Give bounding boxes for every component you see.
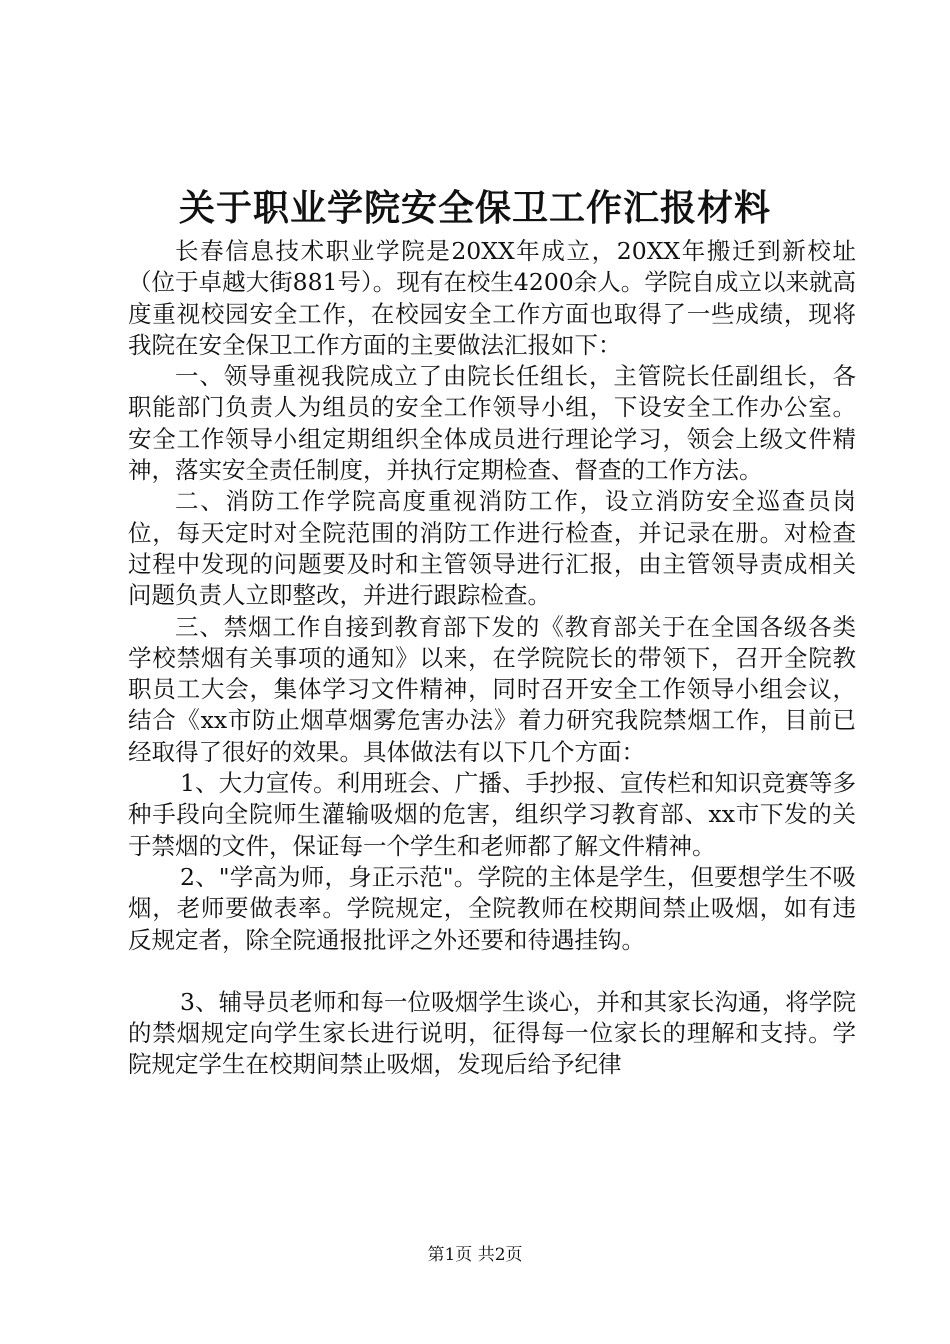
- page-footer: 第1页 共2页: [427, 1245, 523, 1265]
- section-fire-safety-paragraph: 二、消防工作学院高度重视消防工作，设立消防安全巡查员岗位，每天定时对全院范围的消防工作进行检查，并记录在册。对检查过程中发现的问题要及时和主管领导进行汇报，由主管领导责成相关问题负责人立即整改，并进行跟踪检查。: [128, 487, 856, 610]
- intro-paragraph: 长春信息技术职业学院是20XX年成立，20XX年搬迁到新校址（位于卓越大街881号）。现有在校生4200余人。学院自成立以来就高度重视校园安全工作，在校园安全工作方面也取得了一些成绩，现将我院在安全保卫工作方面的主要做法汇报如下：: [128, 237, 856, 359]
- document-title: 关于职业学院安全保卫工作汇报材料: [178, 187, 771, 229]
- section-smoking-ban-paragraph: 三、禁烟工作自接到教育部下发的《教育部关于在全国各级各类学校禁烟有关事项的通知》以来，在学院院长的带领下，召开全院教职员工大会，集体学习文件精神，同时召开安全工作领导小组会议，结合《xx市防止烟草烟雾危害办法》着力研究我院禁烟工作，目前已经取得了很好的效果。具体做法有以下几个方面：: [128, 612, 856, 766]
- list-item-teacher-example: 2、"学高为师，身正示范"。学院的主体是学生，但要想学生不吸烟，老师要做表率。学院规定，全院教师在校期间禁止吸烟，如有违反规定者，除全院通报批评之外还要和待遇挂钩。: [128, 862, 856, 954]
- document-body: [128, 236, 856, 1081]
- section-leadership-paragraph: 一、领导重视我院成立了由院长任组长，主管院长任副组长，各职能部门负责人为组员的安全工作领导小组，下设安全工作办公室。安全工作领导小组定期组织全体成员进行理论学习，领会上级文件精神，落实安全责任制度，并执行定期检查、督查的工作方法。: [128, 362, 856, 485]
- list-item-publicity: 1、大力宣传。利用班会、广播、手抄报、宣传栏和知识竞赛等多种手段向全院师生灌输吸烟的危害，组织学习教育部、xx市下发的关于禁烟的文件，保证每一个学生和老师都了解文件精神。: [128, 769, 856, 860]
- list-item-counselor-talk: 3、辅导员老师和每一位吸烟学生谈心，并和其家长沟通，将学院的禁烟规定向学生家长进行说明，征得每一位家长的理解和支持。学院规定学生在校期间禁止吸烟，发现后给予纪律: [128, 987, 856, 1079]
